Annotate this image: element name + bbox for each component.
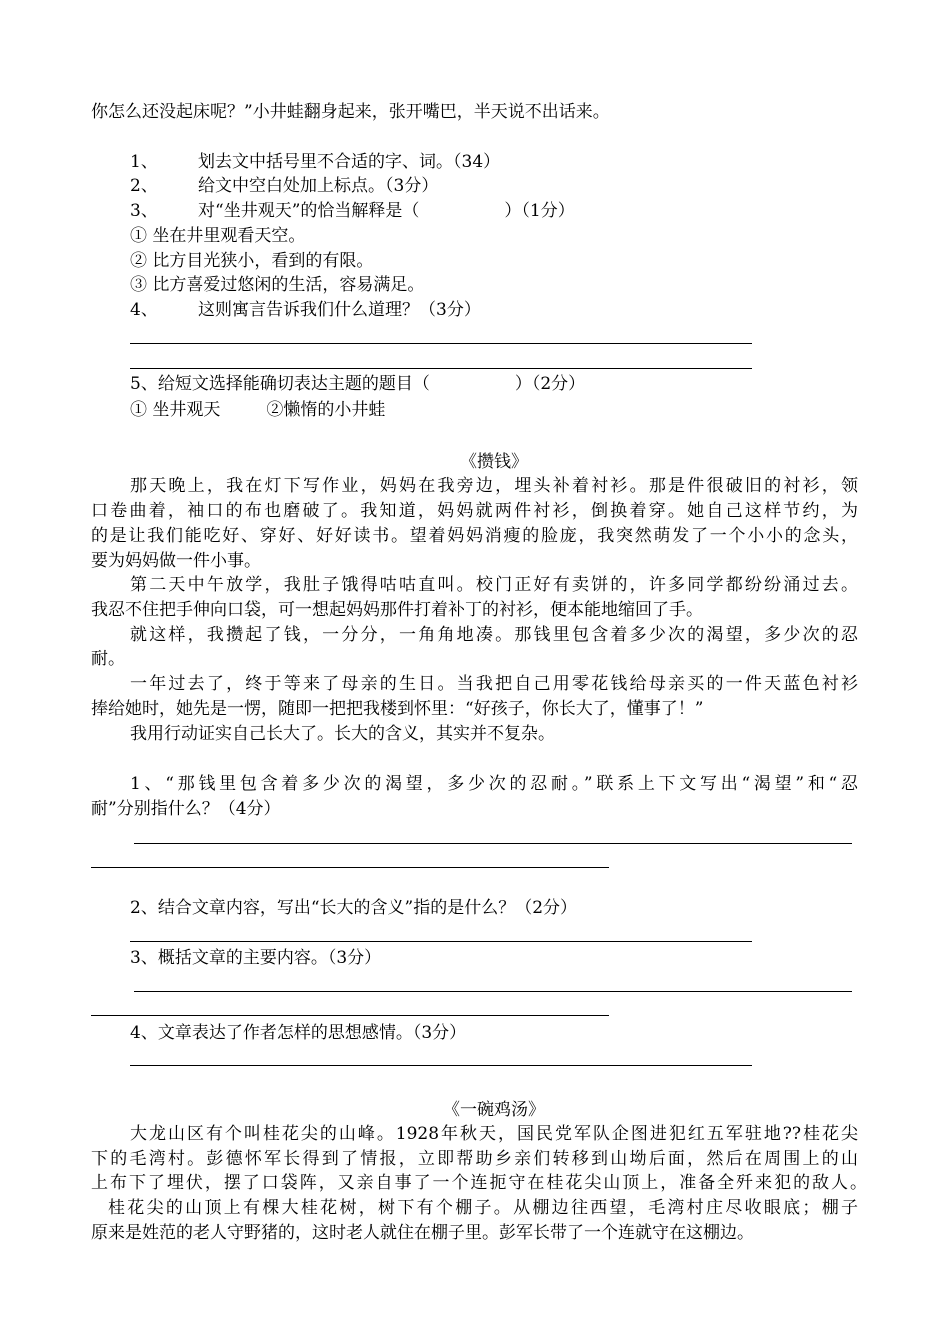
saving-paragraph-line: 的是让我们能吃好、穿好、好好读书。望着妈妈消瘦的脸庞，我突然萌发了一个小小的念头， [91, 526, 858, 546]
soup-paragraph-line: 原来是姓范的老人守野猪的，这时老人就住在棚子里。彭军长带了一个连就守在这棚边。 [91, 1223, 754, 1243]
soup-title: 《一碗鸡汤》 [443, 1100, 545, 1120]
frog-q3-option-1: ① 坐在井里观看天空。 [130, 226, 306, 246]
frog-question-5: 5、给短文选择能确切表达主题的题目（ ）（2分） [130, 374, 586, 394]
question-text: 对“坐井观天”的恰当解释是（ ）（1分） [198, 201, 575, 221]
question-text: 这则寓言告诉我们什么道理？（3分） [198, 300, 481, 320]
question-text: 划去文中括号里不合适的字、词。（34） [198, 152, 501, 172]
answer-line[interactable] [130, 368, 752, 369]
saving-paragraph-line: 那天晚上，我在灯下写作业，妈妈在我旁边，埋头补着衬衫。那是件很破旧的衬衫，领 [130, 476, 858, 496]
saving-paragraph-line: 口卷曲着，袖口的布也磨破了。我知道，妈妈就两件衬衫，倒换着穿。她自己这样节约，为 [91, 501, 858, 521]
saving-question-1-cont: 耐”分别指什么？（4分） [91, 799, 281, 819]
saving-paragraph-line: 一年过去了，终于等来了母亲的生日。当我把自己用零花钱给母亲买的一件天蓝色衬衫 [130, 674, 858, 694]
frog-question-4 [130, 298, 481, 323]
saving-paragraph-line: 第二天中午放学，我肚子饿得咕咕直叫。校门正好有卖饼的，许多同学都纷纷涌过去。 [130, 575, 858, 595]
soup-paragraph-line: 下的毛湾村。彭德怀军长得到了情报，立即帮助乡亲们转移到山坳后面，然后在周围上的山 [91, 1149, 858, 1169]
saving-paragraph-line: 就这样，我攒起了钱，一分分，一角角地凑。那钱里包含着多少次的渴望，多少次的忍 [130, 625, 858, 645]
answer-line[interactable] [91, 1015, 609, 1016]
saving-paragraph-line: 我用行动证实自己长大了。长大的含义，其实并不复杂。 [130, 724, 555, 744]
saving-paragraph-line: 要为妈妈做一件小事。 [91, 551, 261, 571]
frog-q3-option-3: ③ 比方喜爱过悠闲的生活，容易满足。 [130, 275, 425, 295]
saving-question-3: 3、概括文章的主要内容。（3分） [130, 948, 382, 968]
answer-line[interactable] [130, 941, 752, 942]
frog-q5-option-2: ②懒惰的小井蛙 [266, 400, 386, 420]
frog-question-2 [130, 174, 438, 199]
question-number: 4、 [130, 300, 158, 320]
saving-paragraph-line: 我忍不住把手伸向口袋，可一想起妈妈那件打着补丁的衬衫，便本能地缩回了手。 [91, 600, 703, 620]
answer-line[interactable] [130, 1065, 752, 1066]
question-text: 给文中空白处加上标点。（3分） [198, 176, 439, 196]
saving-paragraph-line: 捧给她时，她先是一愣，随即一把把我楼到怀里：“好孩子，你长大了，懂事了！” [91, 699, 704, 719]
soup-paragraph-line: 桂花尖的山顶上有棵大桂花树，树下有个棚子。从棚边往西望，毛湾村庄尽收眼底；棚子 [108, 1198, 858, 1218]
saving-paragraph-line: 耐。 [91, 649, 125, 669]
question-number: 3、 [130, 201, 158, 221]
answer-line[interactable] [91, 867, 609, 868]
frog-question-3 [130, 199, 575, 224]
saving-question-2: 2、结合文章内容，写出“长大的含义”指的是什么？（2分） [130, 898, 578, 918]
frog-q5-options [130, 398, 385, 423]
soup-paragraph-line: 上布下了埋伏，摆了口袋阵，又亲自事了一个连扼守在桂花尖山顶上，准备全歼来犯的敌人。 [91, 1173, 867, 1193]
saving-title: 《攒钱》 [460, 452, 528, 472]
question-number: 2、 [130, 176, 158, 196]
question-number: 1、 [130, 152, 158, 172]
saving-question-1: 1、“那钱里包含着多少次的渴望，多少次的忍耐。”联系上下文写出“渴望”和“忍 [130, 774, 858, 794]
frog-question-1 [130, 150, 500, 175]
saving-question-4: 4、文章表达了作者怎样的思想感情。（3分） [130, 1023, 467, 1043]
frog-q3-option-2: ② 比方目光狭小，看到的有限。 [130, 251, 374, 271]
answer-line[interactable] [134, 991, 852, 992]
answer-line[interactable] [134, 843, 852, 844]
frog-q5-option-1: ① 坐井观天 [130, 400, 221, 420]
soup-paragraph-line: 大龙山区有个叫桂花尖的山峰。1928年秋天，国民党军队企图进犯红五军驻地??桂花尖 [130, 1124, 858, 1144]
answer-line[interactable] [130, 343, 752, 344]
frog-story-ending: 你怎么还没起床呢？”小井蛙翻身起来，张开嘴巴，半天说不出话来。 [91, 102, 610, 122]
